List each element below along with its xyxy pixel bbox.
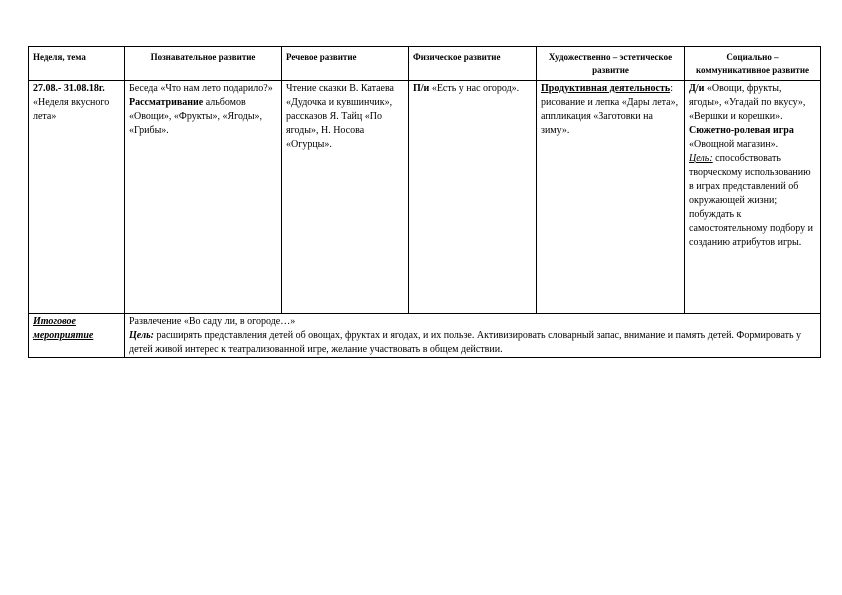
header-physical: Физическое развитие [409,47,537,81]
art-activity-label: Продуктивная деятельность [541,83,671,94]
plan-sheet [28,46,820,358]
cognitive-albums-text: альбомов «Овощи», «Фрукты», «Ягоды», «Грибы». [129,97,263,136]
cognitive-albums [129,96,277,138]
summary-goal-label: Цель: [129,330,154,341]
summary-label: Итоговое мероприятие [33,316,94,341]
header-cognitive: Познавательное развитие [125,47,282,81]
cognitive-cell [125,81,282,314]
summary-event: Развлечение «Во саду ли, в огороде…» [129,316,296,327]
social-role-text: «Овощной магазин». [689,139,779,150]
physical-game [413,82,532,96]
cognitive-talk: Беседа «Что нам лето подарило?» [129,83,273,94]
physical-cell [409,81,537,314]
social-role-label: Сюжетно-ролевая игра [689,125,794,136]
art-activity-text: : рисование и лепка «Дары лета», аппликация «Заготовки на зиму». [541,83,679,136]
social-cell [685,81,821,314]
art-cell [537,81,685,314]
weekly-plan-table [28,46,821,358]
cognitive-albums-label: Рассматривание [129,97,204,108]
art-activity [541,82,680,138]
speech-cell [282,81,409,314]
week-dates: 27.08.- 31.08.18г. [33,83,105,94]
physical-game-label: П/и [413,83,430,94]
social-goal [689,152,816,250]
summary-row [29,314,821,358]
summary-goal-text: расширять представления детей об овощах, фруктах и ягодах, и их пользе. Активизировать словарный запас, внимание и память детей. Формировать у детей живой интерес к театрализованной игре, желание участвовать в общем действии. [129,330,802,355]
social-goal-text: способствовать творческому использованию в играх представлений об окружающей жизни; побуждать к самостоятельному подбору и созданию атрибутов игры. [689,153,813,248]
social-didactic-label: Д/и [689,83,705,94]
week-theme: «Неделя вкусного лета» [33,97,110,122]
summary-goal [129,329,816,357]
content-row [29,81,821,314]
header-week-theme: Неделя, тема [29,47,125,81]
header-art: Художественно – эстетическое развитие [537,47,685,81]
social-didactic-games [689,82,816,124]
speech-reading: Чтение сказки В. Катаева «Дудочка и кувшинчик», рассказов Я. Тайц «По ягоды», Н. Носова «Огурцы». [286,83,394,150]
summary-label-cell [29,314,125,358]
social-role-play [689,124,816,152]
week-cell [29,81,125,314]
header-speech: Речевое развитие [282,47,409,81]
header-social: Социально – коммуникативное развитие [685,47,821,81]
physical-game-text: «Есть у нас огород». [429,83,520,94]
header-row [29,47,821,81]
social-goal-label: Цель: [689,153,713,164]
summary-content-cell [125,314,821,358]
social-didactic-text: «Овощи, фрукты, ягоды», «Угадай по вкусу», «Вершки и корешки». [689,83,806,122]
